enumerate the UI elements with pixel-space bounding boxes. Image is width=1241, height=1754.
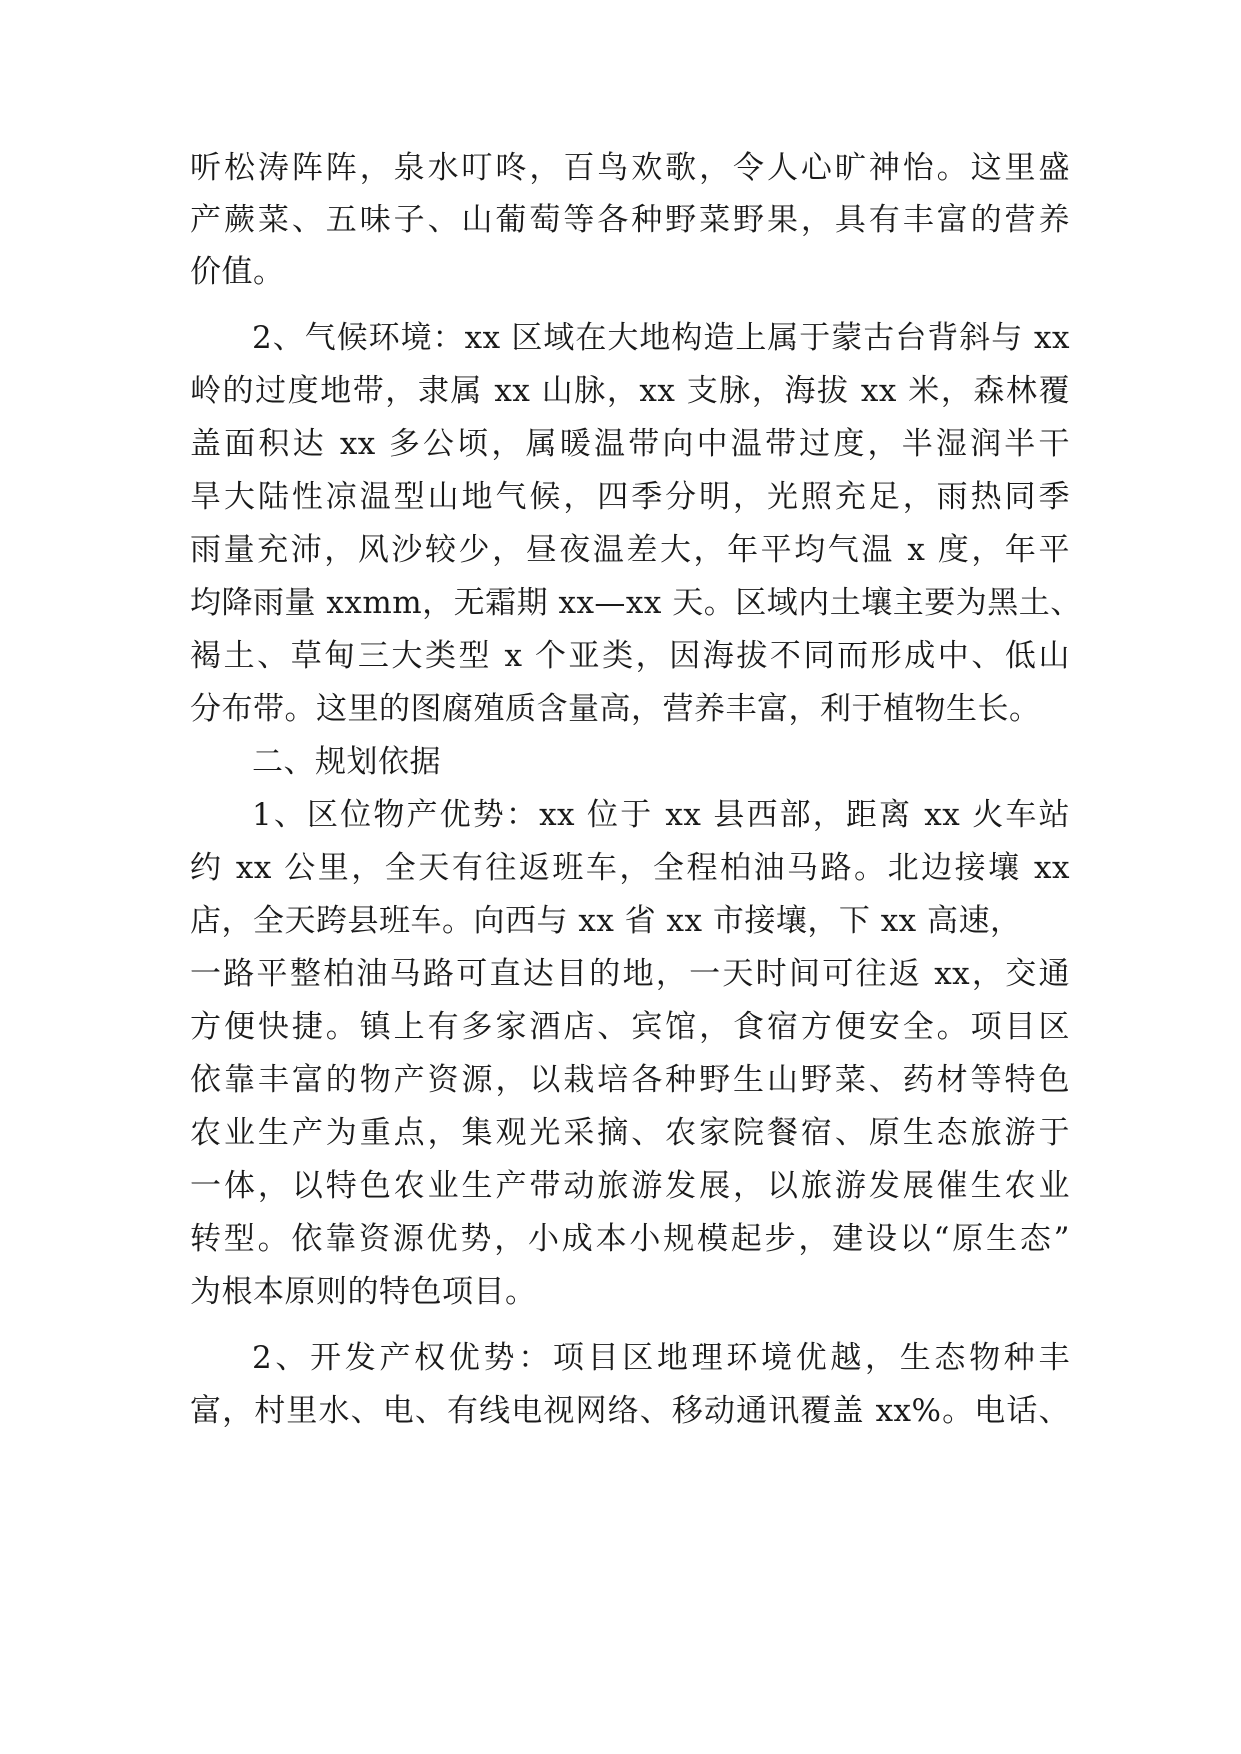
text-line: 2、气候环境：xx 区域在大地构造上属于蒙古台背斜与 xx bbox=[252, 320, 1070, 356]
text-line: 2、开发产权优势：项目区地理环境优越，生态物种丰 bbox=[252, 1340, 1070, 1376]
text-line: 富，村里水、电、有线电视网络、移动通讯覆盖 xx%。电话、 bbox=[190, 1393, 1070, 1429]
text-line: 盖面积达 xx 多公顷，属暖温带向中温带过度，半湿润半干 bbox=[190, 426, 1070, 462]
text-line: 农业生产为重点，集观光采摘、农家院餐宿、原生态旅游于 bbox=[190, 1115, 1070, 1151]
text-line: 价值。 bbox=[190, 254, 285, 290]
text-line: 依靠丰富的物产资源，以栽培各种野生山野菜、药材等特色 bbox=[190, 1062, 1070, 1098]
text-line: 均降雨量 xxmm，无霜期 xx—xx 天。区域内土壤主要为黑土、 bbox=[190, 585, 1082, 621]
text-line: 褐土、草甸三大类型 x 个亚类，因海拔不同而形成中、低山 bbox=[190, 638, 1070, 674]
text-line: 一体，以特色农业生产带动旅游发展，以旅游发展催生农业 bbox=[190, 1168, 1070, 1204]
text-line: 为根本原则的特色项目。 bbox=[190, 1274, 537, 1310]
text-line: 听松涛阵阵，泉水叮咚，百鸟欢歌，令人心旷神怡。这里盛 bbox=[190, 150, 1070, 186]
text-line: 转型。依靠资源优势，小成本小规模起步，建设以“原生态” bbox=[190, 1221, 1070, 1257]
text-line: 方便快捷。镇上有多家酒店、宾馆，食宿方便安全。项目区 bbox=[190, 1009, 1070, 1045]
text-line: 店，全天跨县班车。向西与 xx 省 xx 市接壤，下 xx 高速， bbox=[190, 903, 1022, 939]
text-line: 雨量充沛，风沙较少，昼夜温差大，年平均气温 x 度，年平 bbox=[190, 532, 1070, 568]
text-line: 产蕨菜、五味子、山葡萄等各种野菜野果，具有丰富的营养 bbox=[190, 202, 1070, 238]
text-line: 旱大陆性凉温型山地气候，四季分明，光照充足，雨热同季 bbox=[190, 479, 1070, 515]
text-line: 分布带。这里的图腐殖质含量高，营养丰富，利于植物生长。 bbox=[190, 691, 1041, 727]
text-line: 一路平整柏油马路可直达目的地，一天时间可往返 xx，交通 bbox=[190, 956, 1070, 992]
text-line: 1、区位物产优势：xx 位于 xx 县西部，距离 xx 火车站 bbox=[252, 797, 1070, 833]
text-line: 约 xx 公里，全天有往返班车，全程柏油马路。北边接壤 xx bbox=[190, 850, 1070, 886]
text-line: 岭的过度地带，隶属 xx 山脉，xx 支脉，海拔 xx 米，森林覆 bbox=[190, 373, 1070, 409]
section-heading: 二、规划依据 bbox=[252, 744, 441, 780]
